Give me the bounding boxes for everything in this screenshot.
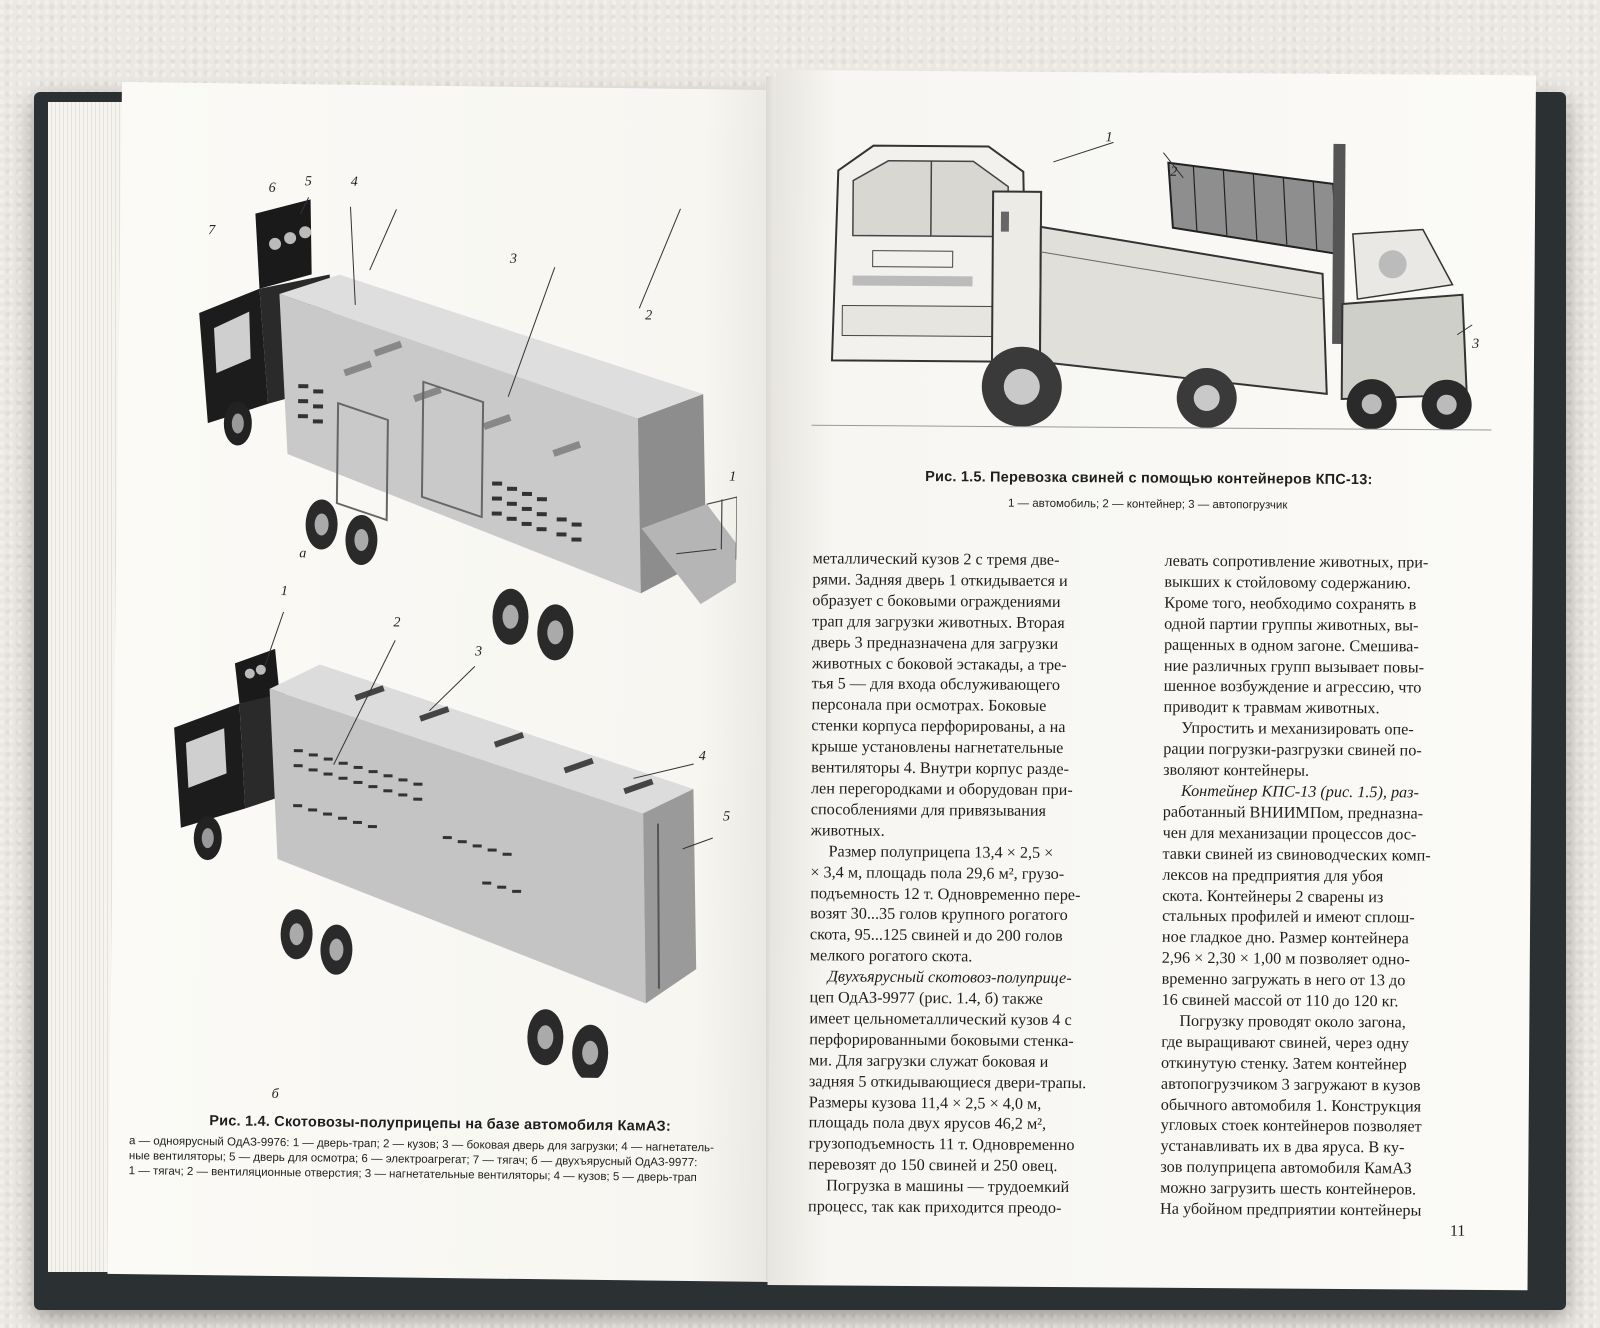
text-line: площадь пола двух ярусов 46,2 м²,	[808, 1113, 1047, 1134]
fig-b-callout-5: 5	[722, 809, 731, 825]
text-line: выкших к стойловому содержанию.	[1164, 572, 1411, 593]
text-line: тья 5 — для входа обслуживающего	[811, 674, 1061, 695]
text-line: ние различных групп вызывает повы-	[1163, 656, 1425, 677]
text-line: Размер полуприцепа 13,4 × 2,5 ×	[828, 842, 1054, 862]
text-line: скота. Контейнеры 2 сварены из	[1162, 886, 1384, 906]
figure-1-4a-label: а	[299, 546, 307, 562]
fig-a-callout-1: 1	[729, 469, 737, 485]
caption-line: 1 — тягач; 2 — вентиляционные отверстия; 3 — нагнетательные вентиляторы; 4 — кузов; 5 — дверь-трап	[128, 1165, 697, 1185]
text-line: вентиляторы 4. Внутри корпус разде-	[811, 758, 1070, 779]
text-line: зов полуприцепа автомобиля КамАЗ	[1160, 1157, 1412, 1178]
figure-1-4b-label: б	[271, 1086, 279, 1102]
text-column-right	[1160, 551, 1495, 1222]
text-line: перевозят до 150 свиней и 250 овец.	[808, 1155, 1058, 1176]
text-line: крыше установлены нагнетательные	[811, 737, 1064, 758]
right-page	[768, 70, 1536, 1290]
text-line: трап для загрузки животных. Вторая	[812, 611, 1065, 632]
text-line: перфорированными боковыми стенка-	[809, 1030, 1074, 1050]
text-line: лен перегородками и оборудован при-	[810, 779, 1073, 800]
text-line: процесс, так как приходится преодо-	[808, 1197, 1062, 1218]
text-line: животных.	[810, 821, 885, 840]
text-line: дверь 3 предназначена для загрузки	[811, 632, 1059, 653]
text-line: Контейнер КПС-13 (рис. 1.5), раз-	[1180, 781, 1419, 802]
text-line: Погрузку проводят около загона,	[1179, 1011, 1406, 1032]
fig-a-callout-4: 4	[350, 174, 358, 190]
text-line: ми. Для загрузки служат боковая и	[809, 1051, 1049, 1071]
text-line: Кроме того, необходимо сохранять в	[1164, 593, 1417, 614]
caption-line: 1 — автомобиль; 2 — контейнер; 3 — автопогрузчик	[1007, 497, 1288, 512]
text-line: одной партии группы животных, вы-	[1164, 614, 1419, 635]
text-line: скота, 95...125 свиней и до 200 голов	[809, 925, 1063, 946]
text-line: Упростить и механизировать опе-	[1181, 719, 1414, 739]
text-line: ное гладкое дно. Размер контейнера	[1161, 928, 1409, 948]
text-line: тавки свиней из свиноводческих комп-	[1162, 844, 1431, 865]
fig-b-callout-1: 1	[280, 583, 288, 600]
text-line: обычного автомобиля 1. Конструкция	[1160, 1095, 1422, 1116]
text-line: возят 30...35 голов крупного рогатого	[810, 904, 1068, 925]
text-line: левать сопротивление животных, при-	[1164, 551, 1429, 572]
figure-1-4-caption-title: Рис. 1.4. Скотовозы-полуприцепы на базе автомобиля КамАЗ:	[209, 1113, 672, 1135]
fig-a-callout-2: 2	[645, 308, 653, 324]
fig-b-callout-2: 2	[393, 615, 401, 631]
figure-1-4-caption-body	[129, 1134, 714, 1186]
text-line: откинутую стенку. Затем контейнер	[1161, 1053, 1407, 1074]
fig-1-5-callout-3: 3	[1472, 336, 1480, 352]
text-line: способлениями для привязывания	[810, 800, 1047, 820]
text-line: рями. Задняя дверь 1 откидывается и	[812, 570, 1068, 590]
figure-1-5-caption-body	[1008, 497, 1288, 514]
text-line: × 3,4 м, площадь пола 29,6 м², грузо-	[810, 862, 1065, 883]
figure-1-5-caption-title: Рис. 1.5. Перевозка свиней с помощью контейнеров КПС-13:	[925, 469, 1373, 489]
text-line: металлический кузов 2 с тремя две-	[812, 549, 1060, 569]
text-line: грузоподъемность 11 т. Одновременно	[808, 1134, 1075, 1155]
text-line: 16 свиней массой от 110 до 120 кг.	[1161, 990, 1399, 1011]
caption-line: ные вентиляторы; 5 — дверь для осмотра; 6 — электроагрегат; 7 — тягач; б — двухъярусный ОдАЗ-9977:	[128, 1150, 698, 1170]
left-page	[107, 82, 785, 1282]
text-line: шенное возбуждение и агрессию, что	[1163, 677, 1422, 697]
text-line: приводит к травмам животных.	[1163, 698, 1380, 718]
fig-a-callout-3: 3	[509, 251, 517, 267]
text-line: лексов на предприятия для убоя	[1162, 865, 1384, 885]
text-line: персонала при осмотрах. Боковые	[811, 695, 1047, 716]
text-line: Размеры кузова 11,4 × 2,5 × 4,0 м,	[808, 1092, 1042, 1113]
figure-1-4b-illustration	[150, 602, 716, 1079]
text-line: зволяют контейнеры.	[1163, 760, 1310, 780]
text-line: На убойном предприятии контейнеры	[1159, 1199, 1422, 1220]
text-line: стальных профилей и имеют сплош-	[1162, 907, 1415, 927]
text-line: 2,96 × 2,30 × 1,00 м позволяет одно-	[1161, 948, 1411, 969]
text-column-left	[808, 548, 1163, 1219]
fig-a-callout-5: 5	[304, 174, 312, 190]
text-line: временно загружать в него от 13 до	[1161, 969, 1406, 990]
fig-b-callout-4: 4	[698, 749, 706, 765]
text-line: задняя 5 откидывающиеся двери-трапы.	[808, 1071, 1087, 1092]
text-line: образует с боковыми ограждениями	[812, 591, 1061, 611]
text-line: цеп ОдАЗ-9977 (рис. 1.4, б) также	[809, 988, 1043, 1008]
caption-line: а — одноярусный ОдАЗ-9976: 1 — дверь-трап; 2 — кузов; 3 — боковая дверь для загрузки; 4 — нагнетатель-	[128, 1135, 714, 1155]
fig-b-callout-3: 3	[474, 644, 483, 660]
text-line: ращенных в одном загоне. Смешива-	[1163, 635, 1419, 656]
text-line: рации погрузки-разгрузки свиней по-	[1163, 739, 1422, 760]
text-line: чен для механизации процессов дос-	[1162, 823, 1417, 844]
figure-1-5-illustration	[811, 130, 1493, 435]
text-line: где выращивают свиней, через одну	[1161, 1032, 1410, 1053]
text-line: подъемность 12 т. Одновременно пере-	[810, 883, 1081, 904]
text-line: можно загрузить шесть контейнеров.	[1160, 1178, 1417, 1199]
text-line: животных с боковой эстакады, а трe-	[811, 653, 1067, 674]
text-line: Погрузка в машины — трудоемкий	[826, 1176, 1070, 1197]
figure-1-4a-illustration	[155, 192, 741, 669]
text-line: имеет цельнометаллический кузов 4 с	[809, 1009, 1072, 1030]
text-line: Двухъярусный скотовоз-полуприце-	[827, 967, 1072, 988]
text-line: мелкого рогатого скота.	[809, 946, 973, 966]
page-number: 11	[1449, 1222, 1466, 1240]
text-line: автопогрузчиком 3 загружают в кузов	[1160, 1074, 1421, 1095]
text-line: устанавливать их в два яруса. В ку-	[1160, 1137, 1405, 1157]
fig-a-callout-6: 6	[268, 180, 276, 196]
fig-1-5-callout-2: 2	[1170, 164, 1178, 180]
text-line: стенки корпуса перфорированы, а на	[811, 716, 1066, 737]
fig-a-callout-7: 7	[208, 223, 216, 239]
text-line: работанный ВНИИМПом, предназна-	[1162, 802, 1424, 823]
fig-1-5-callout-1: 1	[1105, 130, 1113, 146]
text-line: угловых стоек контейнеров позволяет	[1160, 1116, 1422, 1137]
